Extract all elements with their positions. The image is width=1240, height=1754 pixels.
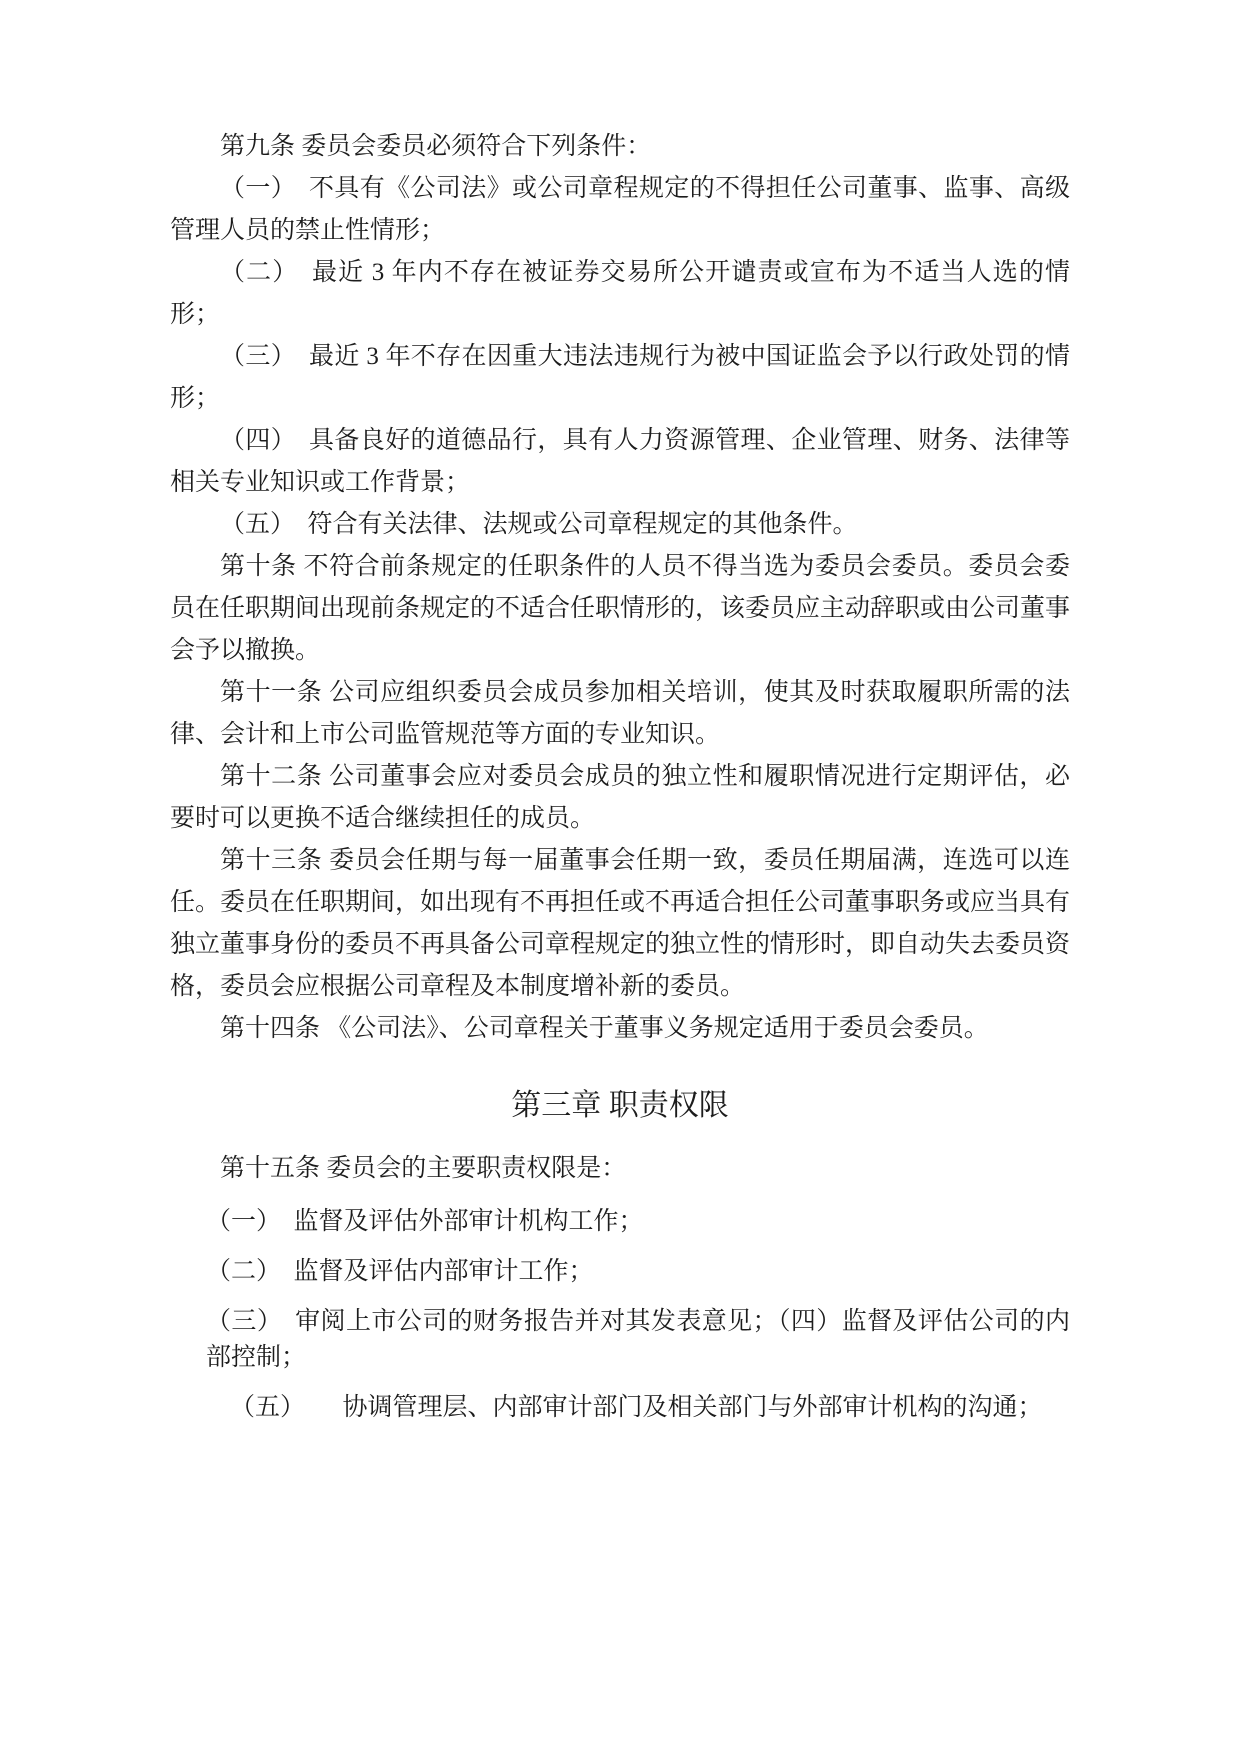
duty-item-5: （五） 协调管理层、内部审计部门及相关部门与外部审计机构的沟通； — [230, 1394, 1043, 1421]
duty-item-2: （二） 监督及评估内部审计工作； — [206, 1258, 594, 1285]
paragraph-article-14: 第十四条 《公司法》、公司章程关于董事义务规定适用于委员会委员。 — [220, 1015, 989, 1042]
duty-item-1: （一） 监督及评估外部审计机构工作； — [206, 1208, 644, 1235]
paragraph-article-15: 第十五条 委员会的主要职责权限是： — [220, 1155, 627, 1182]
paragraph-item-3: （三） 最近 3 年不存在因重大违法违规行为被中国证监会予以行政处罚的情形； — [170, 343, 1070, 412]
paragraph-item-4: （四） 具备良好的道德品行，具有人力资源管理、企业管理、财务、法律等相关专业知识或工作背景； — [170, 427, 1070, 496]
chapter-3-heading: 第三章 职责权限 — [511, 1089, 729, 1122]
paragraph-article-9: 第九条 委员会委员必须符合下列条件： — [220, 133, 652, 160]
paragraph-item-5: （五） 符合有关法律、法规或公司章程规定的其他条件。 — [220, 511, 858, 538]
paragraph-item-2: （二） 最近 3 年内不存在被证券交易所公开谴责或宣布为不适当人选的情形； — [170, 259, 1070, 328]
paragraph-article-12: 第十二条 公司董事会应对委员会成员的独立性和履职情况进行定期评估，必要时可以更换不适合继续担任的成员。 — [170, 763, 1070, 832]
paragraph-article-11: 第十一条 公司应组织委员会成员参加相关培训，使其及时获取履职所需的法律、会计和上市公司监管规范等方面的专业知识。 — [170, 679, 1070, 748]
duty-item-3-4: （三） 审阅上市公司的财务报告并对其发表意见；（四）监督及评估公司的内部控制； — [206, 1308, 1070, 1371]
paragraph-item-1: （一） 不具有《公司法》或公司章程规定的不得担任公司董事、监事、高级管理人员的禁止性情形； — [170, 175, 1070, 244]
paragraph-article-13: 第十三条 委员会任期与每一届董事会任期一致，委员任期届满，连选可以连任。委员在任职期间，如出现有不再担任或不再适合担任公司董事职务或应当具有独立董事身份的委员不再具备公司章程规定的独立性的情形时，即自动失去委员资格，委员会应根据公司章程及本制度增补新的委员。 — [170, 847, 1071, 1000]
paragraph-article-10: 第十条 不符合前条规定的任职条件的人员不得当选为委员会委员。委员会委员在任职期间出现前条规定的不适合任职情形的，该委员应主动辞职或由公司董事会予以撤换。 — [170, 553, 1071, 664]
